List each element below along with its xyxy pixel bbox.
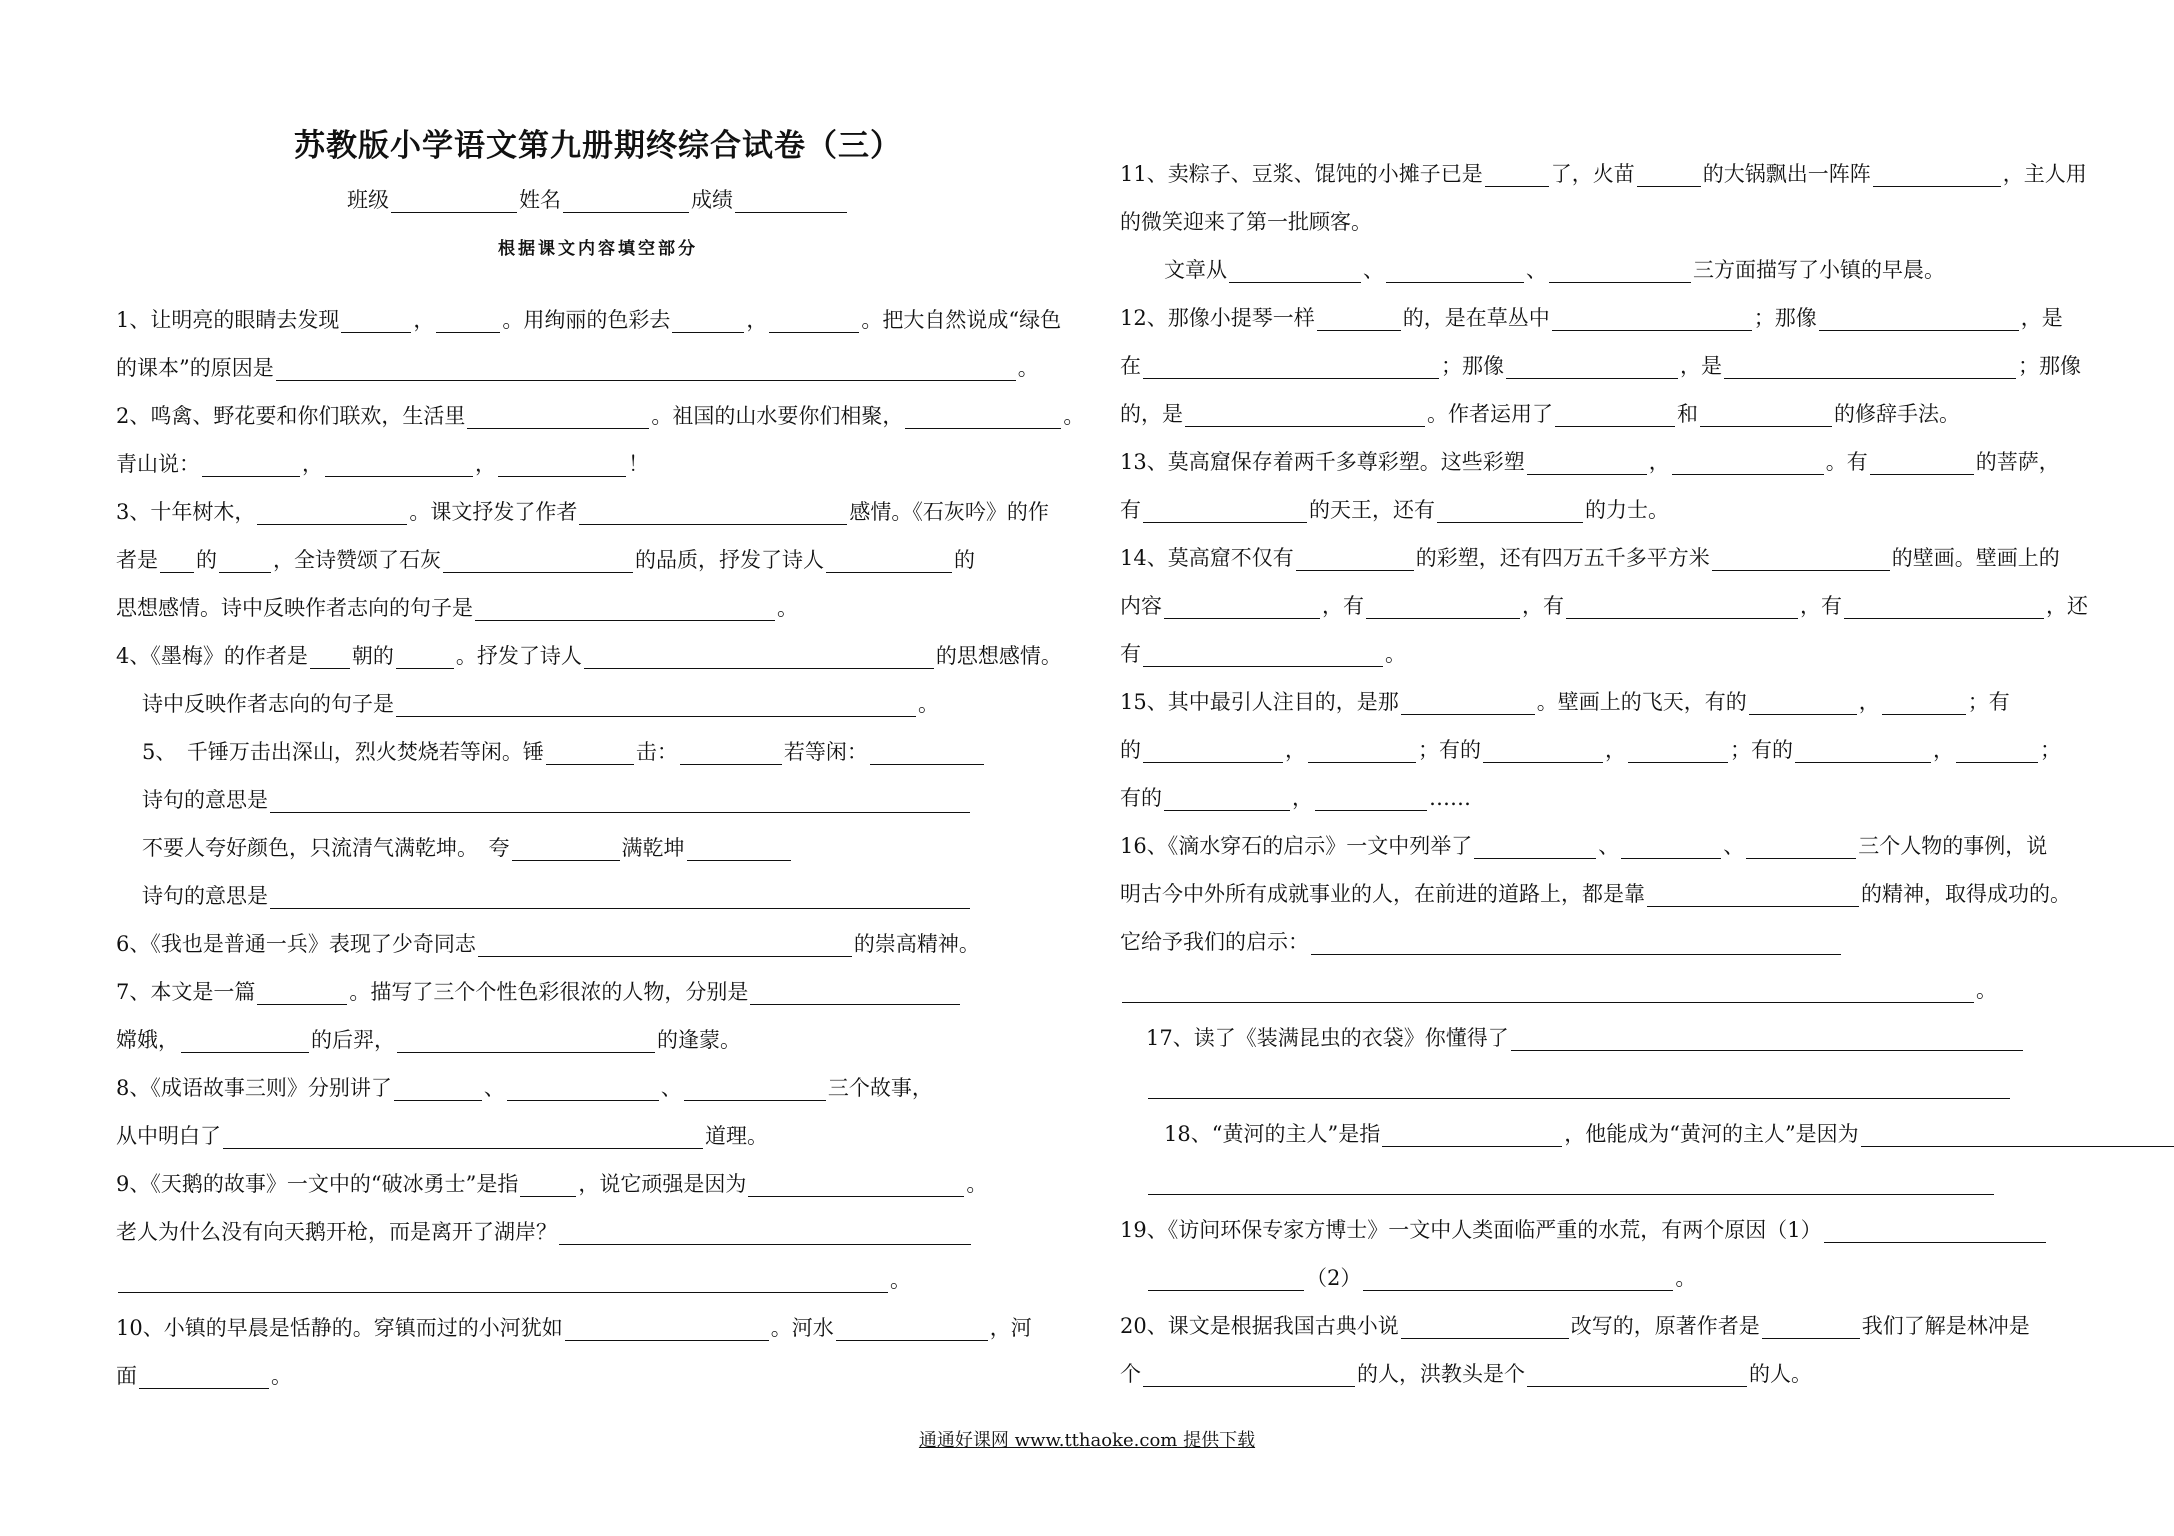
left-line-16 bbox=[116, 1016, 741, 1064]
question-text: 。 bbox=[1976, 978, 1997, 1002]
right-line-23 bbox=[1120, 1206, 2048, 1254]
answer-blank[interactable] bbox=[1824, 1212, 2046, 1243]
answer-blank[interactable] bbox=[1956, 732, 2038, 763]
left-line-17 bbox=[116, 1064, 933, 1112]
answer-blank[interactable] bbox=[769, 302, 859, 333]
question-text: 1、让明亮的眼睛去发现 bbox=[116, 308, 340, 332]
answer-blank[interactable] bbox=[1795, 732, 1931, 763]
question-text: 的 bbox=[1120, 738, 1141, 762]
score-blank[interactable] bbox=[735, 182, 847, 213]
answer-blank[interactable] bbox=[396, 686, 916, 717]
question-text: 17、读了《装满昆虫的衣袋》你懂得了 bbox=[1146, 1026, 1509, 1050]
answer-blank[interactable] bbox=[1873, 156, 2001, 187]
left-line-11 bbox=[116, 776, 972, 824]
question-text: 。 bbox=[1675, 1266, 1697, 1290]
answer-blank[interactable] bbox=[498, 446, 626, 477]
question-text: 有 bbox=[1120, 498, 1141, 522]
left-line-7 bbox=[116, 584, 798, 632]
answer-blank[interactable] bbox=[826, 542, 952, 573]
question-text: 的壁画。壁画上的 bbox=[1891, 546, 2060, 570]
question-text: 18、“黄河的主人”是指 bbox=[1164, 1122, 1381, 1146]
answer-blank[interactable] bbox=[520, 1166, 576, 1197]
question-text: …… bbox=[1429, 786, 1471, 810]
question-text: 8、《成语故事三则》分别讲了 bbox=[116, 1076, 392, 1100]
answer-blank[interactable] bbox=[1386, 252, 1524, 283]
answer-blank[interactable] bbox=[684, 1070, 826, 1101]
left-line-6 bbox=[116, 536, 975, 584]
page-title: 苏教版小学语文第九册期终综合试卷（三） bbox=[294, 128, 902, 164]
question-text: 16、《滴水穿石的启示》一文中列举了 bbox=[1120, 834, 1473, 858]
question-text: ，是 bbox=[1680, 354, 1722, 378]
question-text: ，是 bbox=[2020, 306, 2063, 330]
question-text: ，有 bbox=[1522, 594, 1564, 618]
right-line-5 bbox=[1120, 342, 2081, 390]
right-line-17 bbox=[1120, 918, 1843, 966]
question-text: 我们了解是林冲是 bbox=[1861, 1314, 2030, 1338]
answer-blank[interactable] bbox=[310, 638, 350, 669]
right-line-15 bbox=[1120, 822, 2047, 870]
question-text: 2、鸣禽、野花要和你们联欢，生活里 bbox=[116, 404, 466, 428]
right-line-21 bbox=[1120, 1110, 2174, 1158]
left-line-21 bbox=[116, 1256, 911, 1304]
left-line-19 bbox=[116, 1160, 987, 1208]
question-text: 14、莫高窟不仅有 bbox=[1120, 546, 1294, 570]
answer-blank[interactable] bbox=[436, 302, 500, 333]
answer-blank[interactable] bbox=[905, 398, 1061, 429]
answer-blank[interactable] bbox=[1647, 876, 1859, 907]
question-text: 的人，洪教头是个 bbox=[1357, 1362, 1525, 1386]
question-text: 个 bbox=[1120, 1362, 1141, 1386]
question-text: ；有的 bbox=[1730, 738, 1793, 762]
answer-blank[interactable] bbox=[1527, 1356, 1747, 1387]
question-text: 。课文抒发了作者 bbox=[409, 500, 578, 524]
question-text: ， bbox=[1605, 738, 1626, 762]
answer-blank[interactable] bbox=[276, 350, 1016, 381]
student-info bbox=[116, 182, 1080, 214]
question-text: 满乾坤 bbox=[621, 836, 685, 860]
answer-blank[interactable] bbox=[118, 1262, 888, 1293]
left-line-18 bbox=[116, 1112, 768, 1160]
question-text: ， bbox=[1285, 738, 1306, 762]
question-text: ，说它顽强是因为 bbox=[578, 1172, 747, 1196]
answer-blank[interactable] bbox=[1819, 300, 2019, 331]
question-text: 改写的，原著作者是 bbox=[1570, 1314, 1760, 1338]
answer-blank[interactable] bbox=[565, 1310, 769, 1341]
answer-blank[interactable] bbox=[1746, 828, 1856, 859]
right-line-22 bbox=[1120, 1158, 1996, 1206]
question-text: ，还 bbox=[2046, 594, 2088, 618]
answer-blank[interactable] bbox=[1762, 1308, 1860, 1339]
question-text: ， bbox=[413, 308, 435, 332]
score-label: 成绩 bbox=[691, 188, 733, 212]
question-text: ， bbox=[302, 452, 323, 476]
question-text: 的大锅飘出一阵阵 bbox=[1702, 162, 1871, 186]
question-text: 三个人物的事例，说 bbox=[1858, 834, 2048, 858]
question-text: ；那像 bbox=[1753, 306, 1817, 330]
question-text: 。有 bbox=[1825, 450, 1868, 474]
answer-blank[interactable] bbox=[672, 302, 744, 333]
right-line-24 bbox=[1120, 1254, 1696, 1302]
answer-blank[interactable] bbox=[181, 1022, 309, 1053]
right-line-3 bbox=[1120, 246, 1945, 294]
answer-blank[interactable] bbox=[1148, 1164, 1994, 1195]
question-text: 的力士。 bbox=[1585, 498, 1669, 522]
question-text: 的 bbox=[196, 548, 217, 572]
question-text: 诗句的意思是 bbox=[142, 788, 268, 812]
answer-blank[interactable] bbox=[1749, 684, 1857, 715]
right-line-12 bbox=[1120, 678, 2010, 726]
right-line-1 bbox=[1120, 150, 2087, 198]
right-line-6 bbox=[1120, 390, 1960, 438]
answer-blank[interactable] bbox=[1861, 1116, 2174, 1147]
question-text: 感情。《石灰吟》的作 bbox=[849, 500, 1049, 524]
question-text: 朝的 bbox=[351, 644, 394, 668]
question-text: 嫦娥， bbox=[116, 1028, 179, 1052]
section-label: 根据课文内容填空部分 bbox=[498, 239, 698, 259]
question-text: ；那像 bbox=[1441, 354, 1504, 378]
question-text: 思想感情。诗中反映作者志向的句子是 bbox=[116, 596, 473, 620]
answer-blank[interactable] bbox=[1317, 300, 1401, 331]
answer-blank[interactable] bbox=[270, 782, 970, 813]
question-text: 12、那像小提琴一样 bbox=[1120, 306, 1315, 330]
answer-blank[interactable] bbox=[687, 830, 791, 861]
question-text: 明古今中外所有成就事业的人，在前进的道路上，都是靠 bbox=[1120, 882, 1645, 906]
right-line-13 bbox=[1120, 726, 2061, 774]
right-line-11 bbox=[1120, 630, 1406, 678]
answer-blank[interactable] bbox=[139, 1358, 269, 1389]
name-blank[interactable] bbox=[563, 182, 689, 213]
question-text: 。壁画上的飞天，有的 bbox=[1536, 690, 1747, 714]
question-text: 10、小镇的早晨是恬静的。穿镇而过的小河犹如 bbox=[116, 1316, 563, 1340]
right-line-20 bbox=[1120, 1062, 2012, 1110]
answer-blank[interactable] bbox=[559, 1214, 971, 1245]
right-line-4 bbox=[1120, 294, 2063, 342]
question-text: 。抒发了诗人 bbox=[455, 644, 582, 668]
answer-blank[interactable] bbox=[1401, 684, 1535, 715]
answer-blank[interactable] bbox=[475, 590, 775, 621]
question-text: 、 bbox=[1598, 834, 1620, 858]
answer-blank[interactable] bbox=[1148, 1068, 2010, 1099]
question-text: 击： bbox=[635, 740, 678, 764]
question-text: 5、 千锤万击出深山，烈火焚烧若等闲。锤 bbox=[142, 740, 544, 764]
answer-blank[interactable] bbox=[257, 494, 407, 525]
question-text: 的思想感情。 bbox=[935, 644, 1062, 668]
answer-blank[interactable] bbox=[467, 398, 649, 429]
question-text: 的天王，还有 bbox=[1309, 498, 1435, 522]
question-text: 的，是在草丛中 bbox=[1402, 306, 1550, 330]
question-text: ， bbox=[746, 308, 768, 332]
question-text: 。 bbox=[1385, 642, 1406, 666]
answer-blank[interactable] bbox=[270, 878, 970, 909]
answer-blank[interactable] bbox=[1474, 828, 1596, 859]
question-text: 的逢蒙。 bbox=[657, 1028, 741, 1052]
left-line-1 bbox=[116, 296, 1061, 344]
question-text: ， bbox=[1858, 690, 1880, 714]
answer-blank[interactable] bbox=[512, 830, 620, 861]
question-text: 。描写了三个个性色彩很浓的人物，分别是 bbox=[349, 980, 749, 1004]
left-line-15 bbox=[116, 968, 962, 1016]
question-text: 的，是 bbox=[1120, 402, 1183, 426]
answer-blank[interactable] bbox=[1366, 588, 1520, 619]
answer-blank[interactable] bbox=[1506, 348, 1678, 379]
question-text: 的菩萨， bbox=[1975, 450, 2060, 474]
class-label: 班级 bbox=[347, 188, 389, 212]
answer-blank[interactable] bbox=[836, 1310, 988, 1341]
question-text: 。 bbox=[890, 1268, 911, 1292]
answer-blank[interactable] bbox=[870, 734, 984, 765]
answer-blank[interactable] bbox=[1296, 540, 1414, 571]
question-text: 诗中反映作者志向的句子是 bbox=[142, 692, 394, 716]
answer-blank[interactable] bbox=[748, 1166, 964, 1197]
answer-blank[interactable] bbox=[202, 446, 300, 477]
question-text: 文章从 bbox=[1164, 258, 1227, 282]
question-text: 三方面描写了小镇的早晨。 bbox=[1693, 258, 1945, 282]
name-label: 姓名 bbox=[519, 188, 561, 212]
question-text: 6、《我也是普通一兵》表现了少奇同志 bbox=[116, 932, 476, 956]
right-line-7 bbox=[1120, 438, 2060, 486]
answer-blank[interactable] bbox=[1628, 732, 1728, 763]
question-text: 。 bbox=[1063, 404, 1085, 428]
question-text: 的 bbox=[954, 548, 975, 572]
answer-blank[interactable] bbox=[397, 1022, 655, 1053]
answer-blank[interactable] bbox=[1844, 588, 2044, 619]
question-text: 有的 bbox=[1120, 786, 1162, 810]
question-text: 。 bbox=[777, 596, 798, 620]
left-line-4 bbox=[116, 440, 649, 488]
question-text: ；那像 bbox=[2018, 354, 2081, 378]
answer-blank[interactable] bbox=[1511, 1020, 2023, 1051]
question-text: 的课本”的原因是 bbox=[116, 356, 274, 380]
question-text: 3、十年树木， bbox=[116, 500, 256, 524]
question-text: 11、卖粽子、豆浆、馄饨的小摊子已是 bbox=[1120, 162, 1483, 186]
question-text: 青山说： bbox=[116, 452, 200, 476]
question-text: 老人为什么没有向天鹅开枪，而是离开了湖岸？ bbox=[116, 1220, 557, 1244]
question-text: 诗句的意思是 bbox=[142, 884, 268, 908]
left-line-14 bbox=[116, 920, 980, 968]
right-line-10 bbox=[1120, 582, 2088, 630]
answer-blank[interactable] bbox=[257, 974, 347, 1005]
answer-blank[interactable] bbox=[1483, 732, 1603, 763]
left-line-9 bbox=[116, 680, 939, 728]
answer-blank[interactable] bbox=[1552, 300, 1752, 331]
answer-blank[interactable] bbox=[750, 974, 960, 1005]
answer-blank[interactable] bbox=[1724, 348, 2016, 379]
question-text: 。 bbox=[966, 1172, 988, 1196]
question-text: 在 bbox=[1120, 354, 1141, 378]
class-blank[interactable] bbox=[391, 182, 517, 213]
question-text: ， bbox=[1292, 786, 1313, 810]
right-line-26 bbox=[1120, 1350, 1812, 1398]
question-text: 。祖国的山水要你们相聚， bbox=[651, 404, 904, 428]
answer-blank[interactable] bbox=[1308, 732, 1416, 763]
answer-blank[interactable] bbox=[223, 1118, 703, 1149]
answer-blank[interactable] bbox=[1311, 924, 1841, 955]
answer-blank[interactable] bbox=[1485, 156, 1549, 187]
right-line-2 bbox=[1120, 198, 1372, 246]
question-text: 。作者运用了 bbox=[1427, 402, 1553, 426]
question-text: ，主人用 bbox=[2002, 162, 2087, 186]
answer-blank[interactable] bbox=[325, 446, 473, 477]
question-text: 它给予我们的启示： bbox=[1120, 930, 1309, 954]
question-text: （2） bbox=[1306, 1266, 1362, 1290]
question-text: 的精神，取得成功的。 bbox=[1861, 882, 2071, 906]
question-text: 三个故事， bbox=[827, 1076, 933, 1100]
answer-blank[interactable] bbox=[1700, 396, 1832, 427]
answer-blank[interactable] bbox=[1143, 1356, 1355, 1387]
answer-blank[interactable] bbox=[219, 542, 271, 573]
right-line-14 bbox=[1120, 774, 1471, 822]
answer-blank[interactable] bbox=[1229, 252, 1361, 283]
left-line-12 bbox=[116, 824, 793, 872]
question-text: 、 bbox=[1526, 258, 1547, 282]
answer-blank[interactable] bbox=[1527, 444, 1647, 475]
answer-blank[interactable] bbox=[341, 302, 411, 333]
answer-blank[interactable] bbox=[507, 1070, 659, 1101]
question-text: 的彩塑，还有四万五千多平方米 bbox=[1415, 546, 1710, 570]
right-line-8 bbox=[1120, 486, 1669, 534]
question-text: 若等闲： bbox=[783, 740, 868, 764]
question-text: 面 bbox=[116, 1364, 137, 1388]
question-text: ！ bbox=[628, 452, 649, 476]
answer-blank[interactable] bbox=[1637, 156, 1701, 187]
question-text: 、 bbox=[1363, 258, 1384, 282]
right-line-18 bbox=[1120, 966, 1997, 1014]
right-line-9 bbox=[1120, 534, 2060, 582]
answer-blank[interactable] bbox=[584, 638, 934, 669]
question-text: 的崇高精神。 bbox=[853, 932, 980, 956]
question-text: 和 bbox=[1677, 402, 1698, 426]
question-text: 。 bbox=[271, 1364, 292, 1388]
right-line-25 bbox=[1120, 1302, 2030, 1350]
question-text: ， bbox=[475, 452, 496, 476]
footer-credit: 通通好课网 www.tthaoke.com 提供下载 bbox=[918, 1430, 1256, 1451]
question-text: 了，火苗 bbox=[1550, 162, 1635, 186]
answer-blank[interactable] bbox=[1882, 684, 1966, 715]
answer-blank[interactable] bbox=[1672, 444, 1824, 475]
answer-blank[interactable] bbox=[1148, 1260, 1304, 1291]
question-text: 。把大自然说成“绿色 bbox=[861, 308, 1062, 332]
answer-blank[interactable] bbox=[443, 542, 633, 573]
question-text: 9、《天鹅的故事》一文中的“破冰勇士”是指 bbox=[116, 1172, 519, 1196]
question-text: ，有 bbox=[1322, 594, 1364, 618]
answer-blank[interactable] bbox=[1363, 1260, 1673, 1291]
answer-blank[interactable] bbox=[1164, 780, 1290, 811]
question-text: 。 bbox=[918, 692, 939, 716]
question-text: ， bbox=[1648, 450, 1670, 474]
left-line-22 bbox=[116, 1304, 1032, 1352]
answer-blank[interactable] bbox=[680, 734, 782, 765]
left-line-23 bbox=[116, 1352, 292, 1400]
right-line-19 bbox=[1120, 1014, 2025, 1062]
question-text: 20、课文是根据我国古典小说 bbox=[1120, 1314, 1399, 1338]
question-text: 、 bbox=[483, 1076, 505, 1100]
question-text: ，河 bbox=[989, 1316, 1032, 1340]
answer-blank[interactable] bbox=[579, 494, 847, 525]
question-text: 、 bbox=[1723, 834, 1745, 858]
answer-blank[interactable] bbox=[546, 734, 634, 765]
question-text: 的人。 bbox=[1749, 1362, 1812, 1386]
question-text: ；有 bbox=[1967, 690, 2010, 714]
left-line-20 bbox=[116, 1208, 973, 1256]
question-text: ； bbox=[2040, 738, 2061, 762]
question-text: 的修辞手法。 bbox=[1834, 402, 1960, 426]
question-text: 、 bbox=[660, 1076, 682, 1100]
left-line-5 bbox=[116, 488, 1049, 536]
answer-blank[interactable] bbox=[1122, 972, 1974, 1003]
left-line-3 bbox=[116, 392, 1084, 440]
left-line-10 bbox=[116, 728, 986, 776]
question-text: 的微笑迎来了第一批顾客。 bbox=[1120, 210, 1372, 234]
question-text: 15、其中最引人注目的，是那 bbox=[1120, 690, 1399, 714]
answer-blank[interactable] bbox=[1437, 492, 1583, 523]
answer-blank[interactable] bbox=[1566, 588, 1798, 619]
answer-blank[interactable] bbox=[160, 542, 194, 573]
question-text: 的后羿， bbox=[311, 1028, 395, 1052]
question-text: ，他能成为“黄河的主人”是因为 bbox=[1564, 1122, 1859, 1146]
question-text: 。河水 bbox=[770, 1316, 834, 1340]
question-text: 不要人夸好颜色，只流清气满乾坤。 夸 bbox=[142, 836, 510, 860]
question-text: 的品质，抒发了诗人 bbox=[635, 548, 824, 572]
answer-blank[interactable] bbox=[1549, 252, 1691, 283]
answer-blank[interactable] bbox=[1185, 396, 1425, 427]
answer-blank[interactable] bbox=[1143, 636, 1383, 667]
question-text: 从中明白了 bbox=[116, 1124, 221, 1148]
question-text: 内容 bbox=[1120, 594, 1162, 618]
answer-blank[interactable] bbox=[1382, 1116, 1562, 1147]
question-text: 7、本文是一篇 bbox=[116, 980, 256, 1004]
left-line-13 bbox=[116, 872, 972, 920]
left-line-8 bbox=[116, 632, 1062, 680]
right-line-16 bbox=[1120, 870, 2071, 918]
question-text: ，全诗赞颂了石灰 bbox=[273, 548, 441, 572]
answer-blank[interactable] bbox=[1555, 396, 1675, 427]
question-text: 4、《墨梅》的作者是 bbox=[116, 644, 308, 668]
question-text: 13、莫高窟保存着两千多尊彩塑。这些彩塑 bbox=[1120, 450, 1525, 474]
question-text: 道理。 bbox=[705, 1124, 768, 1148]
question-text: 。 bbox=[1017, 356, 1039, 380]
answer-blank[interactable] bbox=[396, 638, 454, 669]
question-text: 者是 bbox=[116, 548, 158, 572]
question-text: 有 bbox=[1120, 642, 1141, 666]
question-text: ，有 bbox=[1800, 594, 1842, 618]
answer-blank[interactable] bbox=[1143, 348, 1439, 379]
answer-blank[interactable] bbox=[1712, 540, 1890, 571]
question-text: ；有的 bbox=[1418, 738, 1481, 762]
question-text: 19、《访问环保专家方博士》一文中人类面临严重的水荒，有两个原因（1） bbox=[1120, 1218, 1822, 1242]
answer-blank[interactable] bbox=[1143, 492, 1307, 523]
answer-blank[interactable] bbox=[478, 926, 852, 957]
left-line-2 bbox=[116, 344, 1039, 392]
answer-blank[interactable] bbox=[1401, 1308, 1569, 1339]
answer-blank[interactable] bbox=[394, 1070, 482, 1101]
answer-blank[interactable] bbox=[1315, 780, 1427, 811]
answer-blank[interactable] bbox=[1143, 732, 1283, 763]
question-text: 。用绚丽的色彩去 bbox=[502, 308, 671, 332]
answer-blank[interactable] bbox=[1621, 828, 1721, 859]
answer-blank[interactable] bbox=[1870, 444, 1974, 475]
question-text: ， bbox=[1933, 738, 1954, 762]
answer-blank[interactable] bbox=[1164, 588, 1320, 619]
